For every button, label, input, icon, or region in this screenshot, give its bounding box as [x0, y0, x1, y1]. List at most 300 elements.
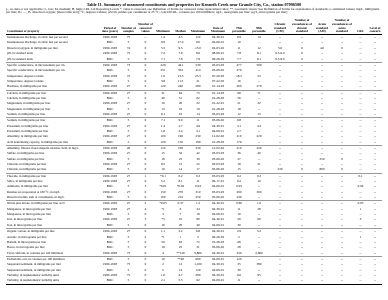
value-cell: 0 — [144, 179, 147, 184]
value-cell: 20 — [172, 223, 189, 229]
value-cell: 10 — [154, 223, 172, 229]
value-cell: -- — [313, 57, 331, 63]
value-cell: 9.2 — [236, 179, 242, 184]
constituent-cell: Calcium, in milligrams per liter — [7, 90, 47, 95]
value-cell: -- — [300, 123, 304, 128]
value-cell: -- — [278, 229, 282, 234]
value-cell: 330 — [229, 251, 249, 257]
constituent-cell: pH, in standard units — [6, 57, 100, 63]
value-cell: 27 — [126, 101, 131, 106]
value-cell: BOC — [106, 245, 114, 250]
value-cell: -- — [278, 128, 282, 133]
value-cell: 01-28-03 — [207, 140, 229, 146]
value-cell: -- — [373, 45, 377, 50]
table-subtitle: [-- no data or not applicable; L, low; M, medium; H, high; LRL, lab Reporting Levels *, value is censored, see Definition of Terms for censored value replacement rules; **, Geometric mean; See Definition of Terms for explanation of standards; e, estimated values; mg/L, milligrams per liter; IU, ... ; B, dissolved oxygen; [more table text]; °C, degrees Celsius; µS/cm, µmhos per centimeter at 25 °C; cols/100 mL, colonies per 100 milliliters; ng/L, nanograms per liter; µg/L, micrograms per liter] — [6, 6, 380, 15]
value-cell: 62 — [196, 95, 200, 100]
value-cell: -- — [359, 262, 362, 267]
value-cell: -- — [320, 118, 324, 123]
value-cell: -- — [340, 95, 344, 100]
value-cell: 07-22-02 — [211, 78, 225, 83]
value-cell: 7.9 — [189, 57, 207, 63]
value-cell: 2 — [238, 234, 240, 239]
value-cell: -- — [269, 84, 291, 90]
value-cell: 10 — [237, 212, 241, 217]
value-cell: 6.1 — [154, 112, 172, 118]
value-cell: -- — [278, 173, 282, 178]
value-cell: -- — [278, 256, 282, 261]
value-cell: 04-09-01 — [211, 128, 225, 133]
value-cell: -- — [368, 57, 382, 63]
constituent-cell: Sodium, in milligrams per liter — [6, 112, 100, 118]
header-row — [6, 19, 382, 34]
value-cell: -- — [313, 84, 331, 90]
value-cell: 04-30-91 — [211, 272, 225, 277]
value-cell: 8.6 — [195, 51, 201, 56]
constituent-cell: Potassium, in milligrams per liter — [7, 128, 49, 133]
value-cell: -- — [300, 212, 304, 217]
value-cell: 15 — [229, 167, 249, 173]
value-cell: -- — [359, 73, 362, 78]
value-cell: *1 — [161, 206, 165, 211]
value-cell: 10 — [237, 40, 241, 45]
value-cell: BOC — [106, 267, 114, 272]
value-cell: -- — [313, 195, 331, 201]
value-cell: -- — [359, 35, 362, 40]
value-cell: 1.2 — [195, 201, 201, 206]
value-cell: 0 — [144, 73, 147, 78]
value-cell: 31 — [161, 90, 165, 95]
value-cell: 28 — [257, 206, 261, 211]
header-concern: Level of concern — [368, 19, 382, 34]
value-cell: 10 — [172, 112, 189, 118]
value-cell: 17.0 — [177, 40, 184, 45]
value-cell: -- — [340, 262, 344, 267]
value-cell: 80 — [196, 217, 200, 222]
value-cell: 27 — [126, 217, 131, 222]
value-cell: 01-14-93 — [211, 90, 225, 95]
value-cell: -- — [257, 106, 261, 111]
value-cell: 250 — [319, 156, 325, 161]
value-cell: -- — [359, 45, 362, 50]
value-cell: -- — [278, 272, 282, 277]
value-cell: -- — [340, 73, 344, 78]
value-cell: 7 — [179, 212, 182, 217]
value-cell: 11 — [229, 278, 249, 284]
value-cell: -- — [340, 35, 344, 40]
value-cell: -- — [353, 278, 368, 284]
value-cell: -- — [278, 95, 282, 100]
value-cell: -- — [300, 262, 304, 267]
value-cell: -- — [359, 101, 362, 106]
value-cell: -- — [373, 272, 377, 277]
value-cell: -- — [373, 51, 377, 56]
value-cell: -- — [368, 112, 382, 118]
value-cell: -- — [300, 189, 304, 194]
header-median: Median — [172, 19, 189, 34]
value-cell: 1,100 — [194, 262, 202, 267]
value-cell: -- — [320, 106, 324, 111]
value-cell: 40 — [161, 95, 165, 100]
value-cell: -- — [340, 128, 344, 133]
constituent-cell: Specific conductance, in microsiemens per cm — [7, 68, 65, 73]
value-cell: 13 — [161, 106, 165, 111]
constituent-cell: Manganese, in micrograms per liter — [7, 206, 52, 211]
value-cell: BOC — [106, 239, 114, 244]
value-cell: 04-09-01 — [211, 184, 225, 189]
value-cell: 5 — [127, 267, 130, 272]
value-cell: -- — [320, 78, 324, 83]
value-cell: 229 — [160, 62, 166, 67]
value-cell: -- — [291, 251, 313, 257]
value-cell: -- — [340, 78, 344, 83]
value-cell: 11 — [237, 45, 241, 50]
value-cell: -- — [313, 112, 331, 118]
value-cell: 64 — [178, 90, 183, 95]
value-cell: -- — [313, 278, 331, 284]
value-cell: BOC — [100, 278, 120, 284]
value-cell: -- — [359, 78, 362, 83]
value-cell: -- — [340, 179, 344, 184]
table-row — [6, 278, 382, 284]
value-cell: -- — [373, 62, 377, 67]
value-cell: -- — [373, 267, 377, 272]
value-cell: 08-06-91 — [211, 51, 225, 56]
value-cell: -- — [373, 234, 377, 239]
value-cell: 68 — [237, 90, 241, 95]
value-cell: 04-09-01 — [211, 212, 225, 217]
value-cell: -- — [257, 184, 261, 189]
value-cell: 7.1 — [154, 57, 172, 63]
value-cell: 5 — [120, 140, 137, 146]
value-cell: 17 — [189, 167, 207, 173]
constituent-cell: Dissolved solids, sum of constituents, in mg/L — [6, 195, 100, 201]
value-cell: 27 — [126, 134, 131, 139]
value-cell: BOC — [106, 118, 114, 123]
value-cell: 13.5 — [177, 73, 184, 78]
value-cell: 0 — [341, 156, 343, 161]
value-cell: -- — [300, 68, 304, 73]
value-cell: 0 — [144, 51, 147, 56]
value-cell: -- — [278, 73, 282, 78]
value-cell: 280 — [189, 84, 207, 90]
value-cell: 9.0 — [178, 118, 183, 123]
value-cell: 73 — [126, 62, 131, 67]
value-cell: 0.05 — [357, 201, 364, 206]
value-cell: -- — [313, 251, 331, 257]
value-cell: 5 — [127, 40, 130, 45]
value-cell: -- — [278, 106, 282, 111]
value-cell: 0.60 — [236, 201, 242, 206]
value-cell: -- — [300, 234, 304, 239]
value-cell: 0 — [144, 62, 147, 67]
value-cell: -- — [320, 272, 324, 277]
value-cell: -- — [373, 217, 377, 222]
value-cell: 5 — [127, 239, 130, 244]
value-cell: 27 — [126, 151, 131, 156]
summary-table — [6, 19, 382, 284]
value-cell: -- — [359, 90, 362, 95]
value-cell: -- — [300, 78, 304, 83]
constituent-cell: Acid neutralizing capacity, in milligrams per liter — [6, 140, 100, 146]
value-cell: -- — [300, 62, 304, 67]
value-cell: 0 — [137, 112, 154, 118]
value-cell: 27 — [126, 201, 131, 206]
value-cell: 40 — [189, 223, 207, 229]
value-cell: 6.5-9.0 — [269, 57, 291, 63]
constituent-cell: Turbidity, in nephelometric turbidity units — [6, 278, 100, 284]
value-cell: 0 — [137, 278, 154, 284]
value-cell: -- — [340, 256, 344, 261]
value-cell: 190 — [178, 146, 183, 150]
constituent-cell: Organic carbon, in milligrams per liter — [7, 229, 55, 234]
header-chronic: Chronic standard (CM) — [269, 19, 291, 34]
value-cell: -- — [373, 123, 377, 128]
value-cell: 0 — [144, 239, 147, 244]
value-cell: 0 — [144, 267, 147, 272]
value-cell: -- — [373, 128, 377, 133]
value-cell: 3 — [144, 184, 147, 189]
value-cell: 14 — [172, 167, 189, 173]
value-cell: 11 — [237, 206, 241, 211]
value-cell: 1 — [359, 234, 362, 239]
value-cell: -- — [320, 101, 324, 106]
header-period: Period of data (years) — [100, 19, 120, 34]
value-cell: -- — [320, 229, 324, 234]
value-cell: 530 — [195, 62, 201, 67]
value-cell: -- — [278, 189, 282, 194]
value-cell: -- — [359, 146, 362, 150]
constituent-cell: Fecal coliform, in colonies per 100 milliliters — [6, 251, 100, 257]
constituent-cell: Sulfate, in milligrams per liter — [7, 156, 45, 161]
value-cell: 0.9 — [160, 40, 166, 45]
constituent-cell: Alkalinity, in milligrams per liter — [7, 134, 48, 139]
value-cell: -- — [300, 73, 304, 78]
value-cell: 06-26-03 — [207, 57, 229, 63]
value-cell: -- — [368, 84, 382, 90]
value-cell: -- — [340, 212, 344, 217]
value-cell: -- — [373, 146, 377, 150]
value-cell: -- — [320, 184, 324, 189]
value-cell: 19 — [196, 106, 200, 111]
value-cell: 01-28-03 — [211, 95, 225, 100]
constituent-cell: Instantaneous discharge, in cubic feet per second — [7, 40, 68, 45]
value-cell: 34 — [196, 206, 200, 211]
value-cell: 23 — [257, 73, 261, 78]
value-cell: 2.4 — [178, 128, 183, 133]
value-cell: 7.8 — [236, 51, 242, 56]
value-cell: 0.1 — [358, 173, 363, 178]
value-cell: 2.7 — [236, 128, 242, 133]
value-cell: -- — [320, 51, 324, 56]
value-cell: -- — [373, 118, 377, 123]
value-cell: -- — [300, 245, 304, 250]
value-cell: 1990-1993 — [102, 189, 118, 194]
value-cell: 3 — [162, 212, 164, 217]
value-cell: 240 — [172, 84, 189, 90]
value-cell: 16 — [178, 106, 183, 111]
value-cell: 190 — [178, 134, 183, 139]
value-cell: 0 — [144, 68, 147, 73]
header-chronic-exceed: Number of exceedances of chronic standard — [292, 18, 312, 34]
value-cell: -- — [373, 35, 377, 40]
value-cell: 04-09-01 — [207, 223, 229, 229]
value-cell: 210 — [236, 146, 242, 150]
value-cell: 379 — [236, 68, 242, 73]
value-cell: -- — [278, 201, 282, 206]
value-cell: -- — [340, 267, 344, 272]
value-cell: 0 — [144, 95, 147, 100]
value-cell: 8.5 — [160, 162, 166, 167]
value-cell: -- — [313, 223, 331, 229]
value-cell: 74 — [126, 45, 131, 50]
value-cell: 0.3 — [256, 173, 262, 178]
value-cell: 9.0 — [195, 40, 201, 45]
constituent-cell: Hardness, in milligrams per liter — [6, 84, 100, 90]
value-cell: 03-03-93 — [211, 151, 225, 156]
value-cell: -- — [300, 206, 304, 211]
value-cell: -- — [340, 173, 344, 178]
value-cell: 3.8 — [160, 78, 166, 83]
value-cell: 31 — [196, 245, 200, 250]
value-cell: 71 — [257, 90, 261, 95]
value-cell: -- — [340, 189, 344, 194]
value-cell: -- — [359, 62, 362, 67]
value-cell: -- — [257, 128, 261, 133]
value-cell: 120 — [195, 267, 201, 272]
value-cell: 1.0 — [160, 73, 166, 78]
value-cell: 0 — [144, 189, 147, 194]
value-cell: -- — [257, 267, 261, 272]
value-cell: 5 — [127, 256, 130, 261]
value-cell: 01-28-03 — [211, 106, 225, 111]
value-cell: 441 — [178, 62, 183, 67]
value-cell: 1990-1993 — [102, 151, 118, 156]
value-cell: -- — [278, 146, 282, 150]
value-cell: 0 — [144, 45, 147, 50]
value-cell: 42 — [196, 151, 200, 156]
value-cell: 1990-1993 — [102, 272, 118, 277]
value-cell: -- — [340, 184, 344, 189]
value-cell: -- — [320, 245, 324, 250]
value-cell: 30 — [229, 223, 249, 229]
value-cell: 5 — [127, 106, 130, 111]
value-cell: 60 — [257, 217, 261, 222]
value-cell: -- — [320, 206, 324, 211]
value-cell: 21 — [196, 78, 200, 83]
value-cell: -- — [278, 234, 282, 239]
value-cell: 14 — [178, 267, 183, 272]
value-cell: -- — [320, 239, 324, 244]
value-cell: - — [258, 40, 260, 45]
value-cell: 3.1 — [195, 128, 201, 133]
constituent-cell: Silica, in milligrams per liter — [7, 179, 43, 184]
value-cell: -- — [257, 256, 261, 261]
value-cell: 0.37 — [177, 201, 184, 206]
value-cell: -- — [340, 90, 344, 95]
value-cell: -- — [257, 239, 261, 244]
value-cell: -- — [373, 256, 377, 261]
value-cell: 27 — [237, 156, 241, 161]
value-cell: BOC — [106, 106, 114, 111]
value-cell: -- — [340, 206, 344, 211]
constituent-cell: Suspended sediment, in milligrams per liter — [7, 262, 61, 267]
value-cell: -- — [359, 128, 362, 133]
value-cell: 1990-1993 — [102, 262, 118, 267]
value-cell: 04-09-01 — [211, 40, 225, 45]
value-cell: 73 — [196, 90, 200, 95]
value-cell: -- — [144, 35, 147, 40]
value-cell: 414 — [195, 68, 201, 73]
value-cell: 10 — [161, 101, 165, 106]
value-cell: 16 — [237, 78, 241, 83]
value-cell: -- — [373, 90, 377, 95]
value-cell: 5 — [120, 195, 137, 201]
value-cell: 1990-1993 — [102, 201, 118, 206]
value-cell: -- — [320, 68, 324, 73]
value-cell: 11.5 — [177, 78, 184, 83]
value-cell: 75 — [126, 51, 131, 56]
value-cell: -- — [320, 217, 324, 222]
value-cell: -- — [340, 68, 344, 73]
value-cell: 03-03-93 — [211, 189, 225, 194]
value-cell: 75 — [126, 262, 131, 267]
constituent-cell: Magnesium, in milligrams per liter — [7, 101, 51, 106]
value-cell: 1990-1993 — [102, 45, 118, 50]
value-cell: 27 — [126, 123, 131, 128]
value-cell: 352 — [178, 68, 183, 73]
value-cell: -- — [300, 229, 304, 234]
value-cell: -- — [359, 106, 362, 111]
value-cell: -- — [278, 162, 282, 167]
value-cell: -- — [340, 272, 344, 277]
value-cell: -- — [300, 146, 304, 150]
constituent-cell: Nitrite plus nitrate, in milligrams per liter as N — [7, 201, 65, 206]
value-cell: *1 — [161, 234, 165, 239]
header-minimum: Minimum — [154, 19, 172, 34]
value-cell: 12-02-92 — [211, 134, 225, 139]
value-cell: -- — [300, 151, 304, 156]
value-cell: -- — [340, 106, 344, 111]
value-cell: 04-09-01 — [211, 267, 225, 272]
value-cell: 380 — [256, 262, 262, 267]
value-cell: -- — [373, 68, 377, 73]
value-cell: 4.3 — [256, 123, 262, 128]
value-cell: -- — [373, 201, 377, 206]
header-acute-exceed: Number of exceedances of acute standard — [332, 18, 352, 34]
value-cell: 2.1 — [154, 278, 172, 284]
constituent-cell: Alkalinity, filtered, fixed endpoint titration, field, in mg/L — [7, 146, 79, 150]
value-cell: -- — [340, 40, 344, 45]
value-cell: 9.5 — [178, 45, 183, 50]
value-cell: 1 — [144, 173, 147, 178]
value-cell: -- — [320, 189, 324, 194]
value-cell: 5 — [127, 245, 130, 250]
value-cell: 1990-1993 — [102, 35, 118, 40]
value-cell: 1.4 — [160, 35, 166, 40]
value-cell: BOC — [106, 212, 114, 217]
value-cell: -- — [373, 162, 377, 167]
value-cell: -- — [300, 184, 304, 189]
value-cell: 1990-1993 — [102, 101, 118, 106]
value-cell: 03-06-02 — [211, 245, 225, 250]
value-cell: 68 — [237, 239, 241, 244]
value-cell: -- — [300, 239, 304, 244]
value-cell: -- — [257, 78, 261, 83]
value-cell: 1990-1993 — [102, 217, 118, 222]
value-cell: 0 — [137, 251, 154, 257]
value-cell: 21 — [237, 101, 241, 106]
value-cell: *0.02 — [176, 184, 185, 189]
